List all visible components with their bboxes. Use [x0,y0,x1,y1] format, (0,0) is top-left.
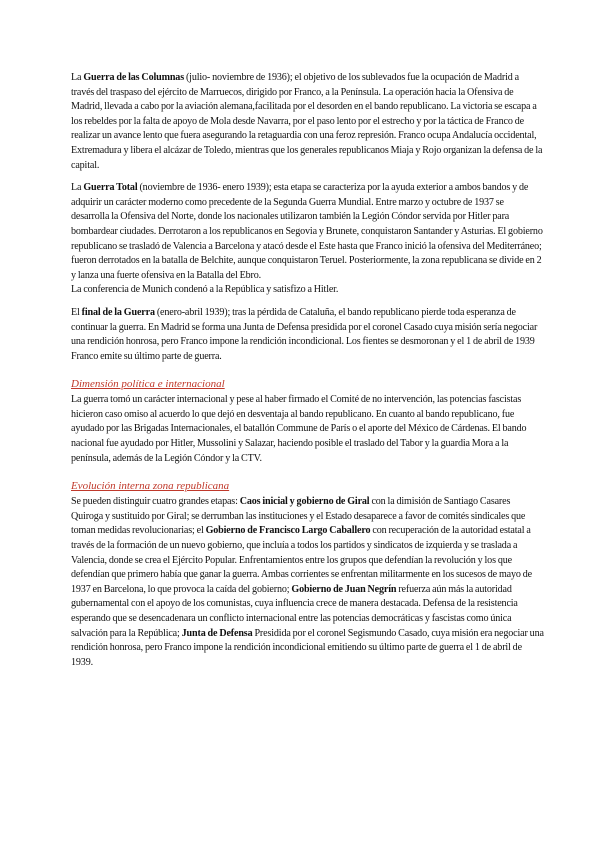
paragraph-guerra-columnas [71,71,544,173]
paragraph-text: La conferencia de Munich condenó a la República y satisfizo a Hitler. [71,284,339,296]
paragraph-text: refuerza aún más la autoridad gubernamental con el apoyo de los comunistas, cuya influencia crece de manera destacada. Defensa de la resistencia esperando que se desencadenara un conflicto internacional entre las potencias democráticas y fascistas como única salvación para la República; [71,583,518,639]
term-guerra-total: Guerra Total [83,182,138,194]
paragraph-final-guerra [71,306,544,364]
paragraph-text: (noviembre de 1936- enero 1939); esta etapa se caracteriza por la ayuda exterior a ambos bandos y de adquirir un carácter moderno como precedente de la Segunda Guerra Mundial. Entre marzo y octubre de 1937 se desarrolla la Ofensiva del Norte, donde los nacionales utilizaron también la Legión Cóndor servida por Hitler para bombardear ciudades. Derrotaron a los republicanos en Segovia y Brunete, conquistaron Santander y Asturias. El gobierno republicano se trasladó de Valencia a Barcelona y atacó desde el Este hasta que Franco inició la ofensiva del Mediterráneo; fueron derrotados en la batalla de Belchite, aunque conquistaron Teruel. Posteriormente, la zona republicana se divide en 2 y lanza una fuerte ofensiva en la Batalla del Ebro. [71,182,543,281]
paragraph-text: Se pueden distinguir cuatro grandes etapas: [71,496,240,508]
term-caos-inicial: Caos inicial y gobierno de Giral [239,496,370,508]
paragraph-text: (julio- noviembre de 1936); el objetivo de los sublevados fue la ocupación de Madrid a través del traspaso del ejército de Marruecos, dirigido por Franco, a la Península. La operación hacia la Ofensiva de Madrid, llevada a cabo por la aviación alemana,facilitada por el desorden en el bando republicano. La victoria se escapa a los rebeldes por la falta de apoyo de Mola desde Navarra, por el paso lento por el estrecho y por la táctica de Franco de realizar un avance lento que fuera asegurando la retaguardia con una feroz represión. Franco ocupa Andalucía occidental, Extremadura y libera el alcázar de Toledo, mientras que los generales republicanos Miaja y Rojo organizan la defensa de la capital. [71,72,543,171]
paragraph-text: con la dimisión de Santiago Casares Quiroga y sustituido por Giral; se derrumban las instituciones y el Estado desaparece a favor de comités sindicales que toman medidas revolucionarias; el [71,496,526,537]
term-guerra-columnas: Guerra de las Columnas [83,72,184,83]
paragraph-text: El [71,306,82,318]
paragraph-text: (enero-abril 1939); tras la pérdida de Cataluña, el bando republicano pierde toda esperanza de continuar la guerra. En Madrid se forma una Junta de Defensa presidida por el coronel Casado cuya misión sería negociar una rendición honrosa, pero Franco impone la rendición incondicional. Los fientes se desmoronan y el 1 de abril de 1939 Franco emite su último parte de guerra. [71,306,538,362]
paragraph-text: con recuperación de la autoridad estatal a través de la formación de un nuevo gobierno, que incluía a todos los partidos y sindicatos de izquierda y se traslada a Valencia, donde se crea el Ejército Popular. Enfrentamientos entre los grupos que defendían la revolución y los que defendían que primero había que ganar la guerra. Ambas corrientes se enfrentan militarmente en los sucesos de mayo de 1937 en Barcelona, lo que provoca la caída del gobierno; [71,525,532,595]
term-negrin: Gobierno de Juan Negrín [291,583,397,595]
term-final-guerra: final de la Guerra [81,306,155,318]
term-largo-caballero: Gobierno de Francisco Largo Caballero [205,525,371,537]
heading-dimension-politica: Dimensión política e internacional [71,378,225,391]
term-junta-defensa: Junta de Defensa [181,627,253,639]
paragraph-text: Presidida por el coronel Segismundo Casado, cuya misión era negociar una rendición honrosa, pero Franco impone la rendición incondicional emitiendo su último parte de guerra el 1 de abril de 1939. [71,627,544,668]
heading-evolucion-interna: Evolución interna zona republicana [71,480,230,493]
paragraph-munich [71,283,544,298]
paragraph-guerra-total [71,181,544,283]
paragraph-text: La [71,72,84,83]
paragraph-dimension-politica: La guerra tomó un carácter internacional y pese al haber firmado el Comité de no intervención, las potencias fascistas hicieron caso omiso al acuerdo lo que dejó en desventaja al bando republicano. En cuanto al bando republicano, fue ayudado por las Brigadas Internacionales, el batallón Commune de París o el aporte del México de Cárdenas. El bando nacional fue ayudado por Hitler, Mussolini y Salazar, haciendo posible el traslado del Tabor y la guardia Mora a la península, además de la Legión Cóndor y la CTV. [71,394,527,464]
paragraph-text: La [71,182,84,194]
paragraph-evolucion-interna [71,495,544,670]
